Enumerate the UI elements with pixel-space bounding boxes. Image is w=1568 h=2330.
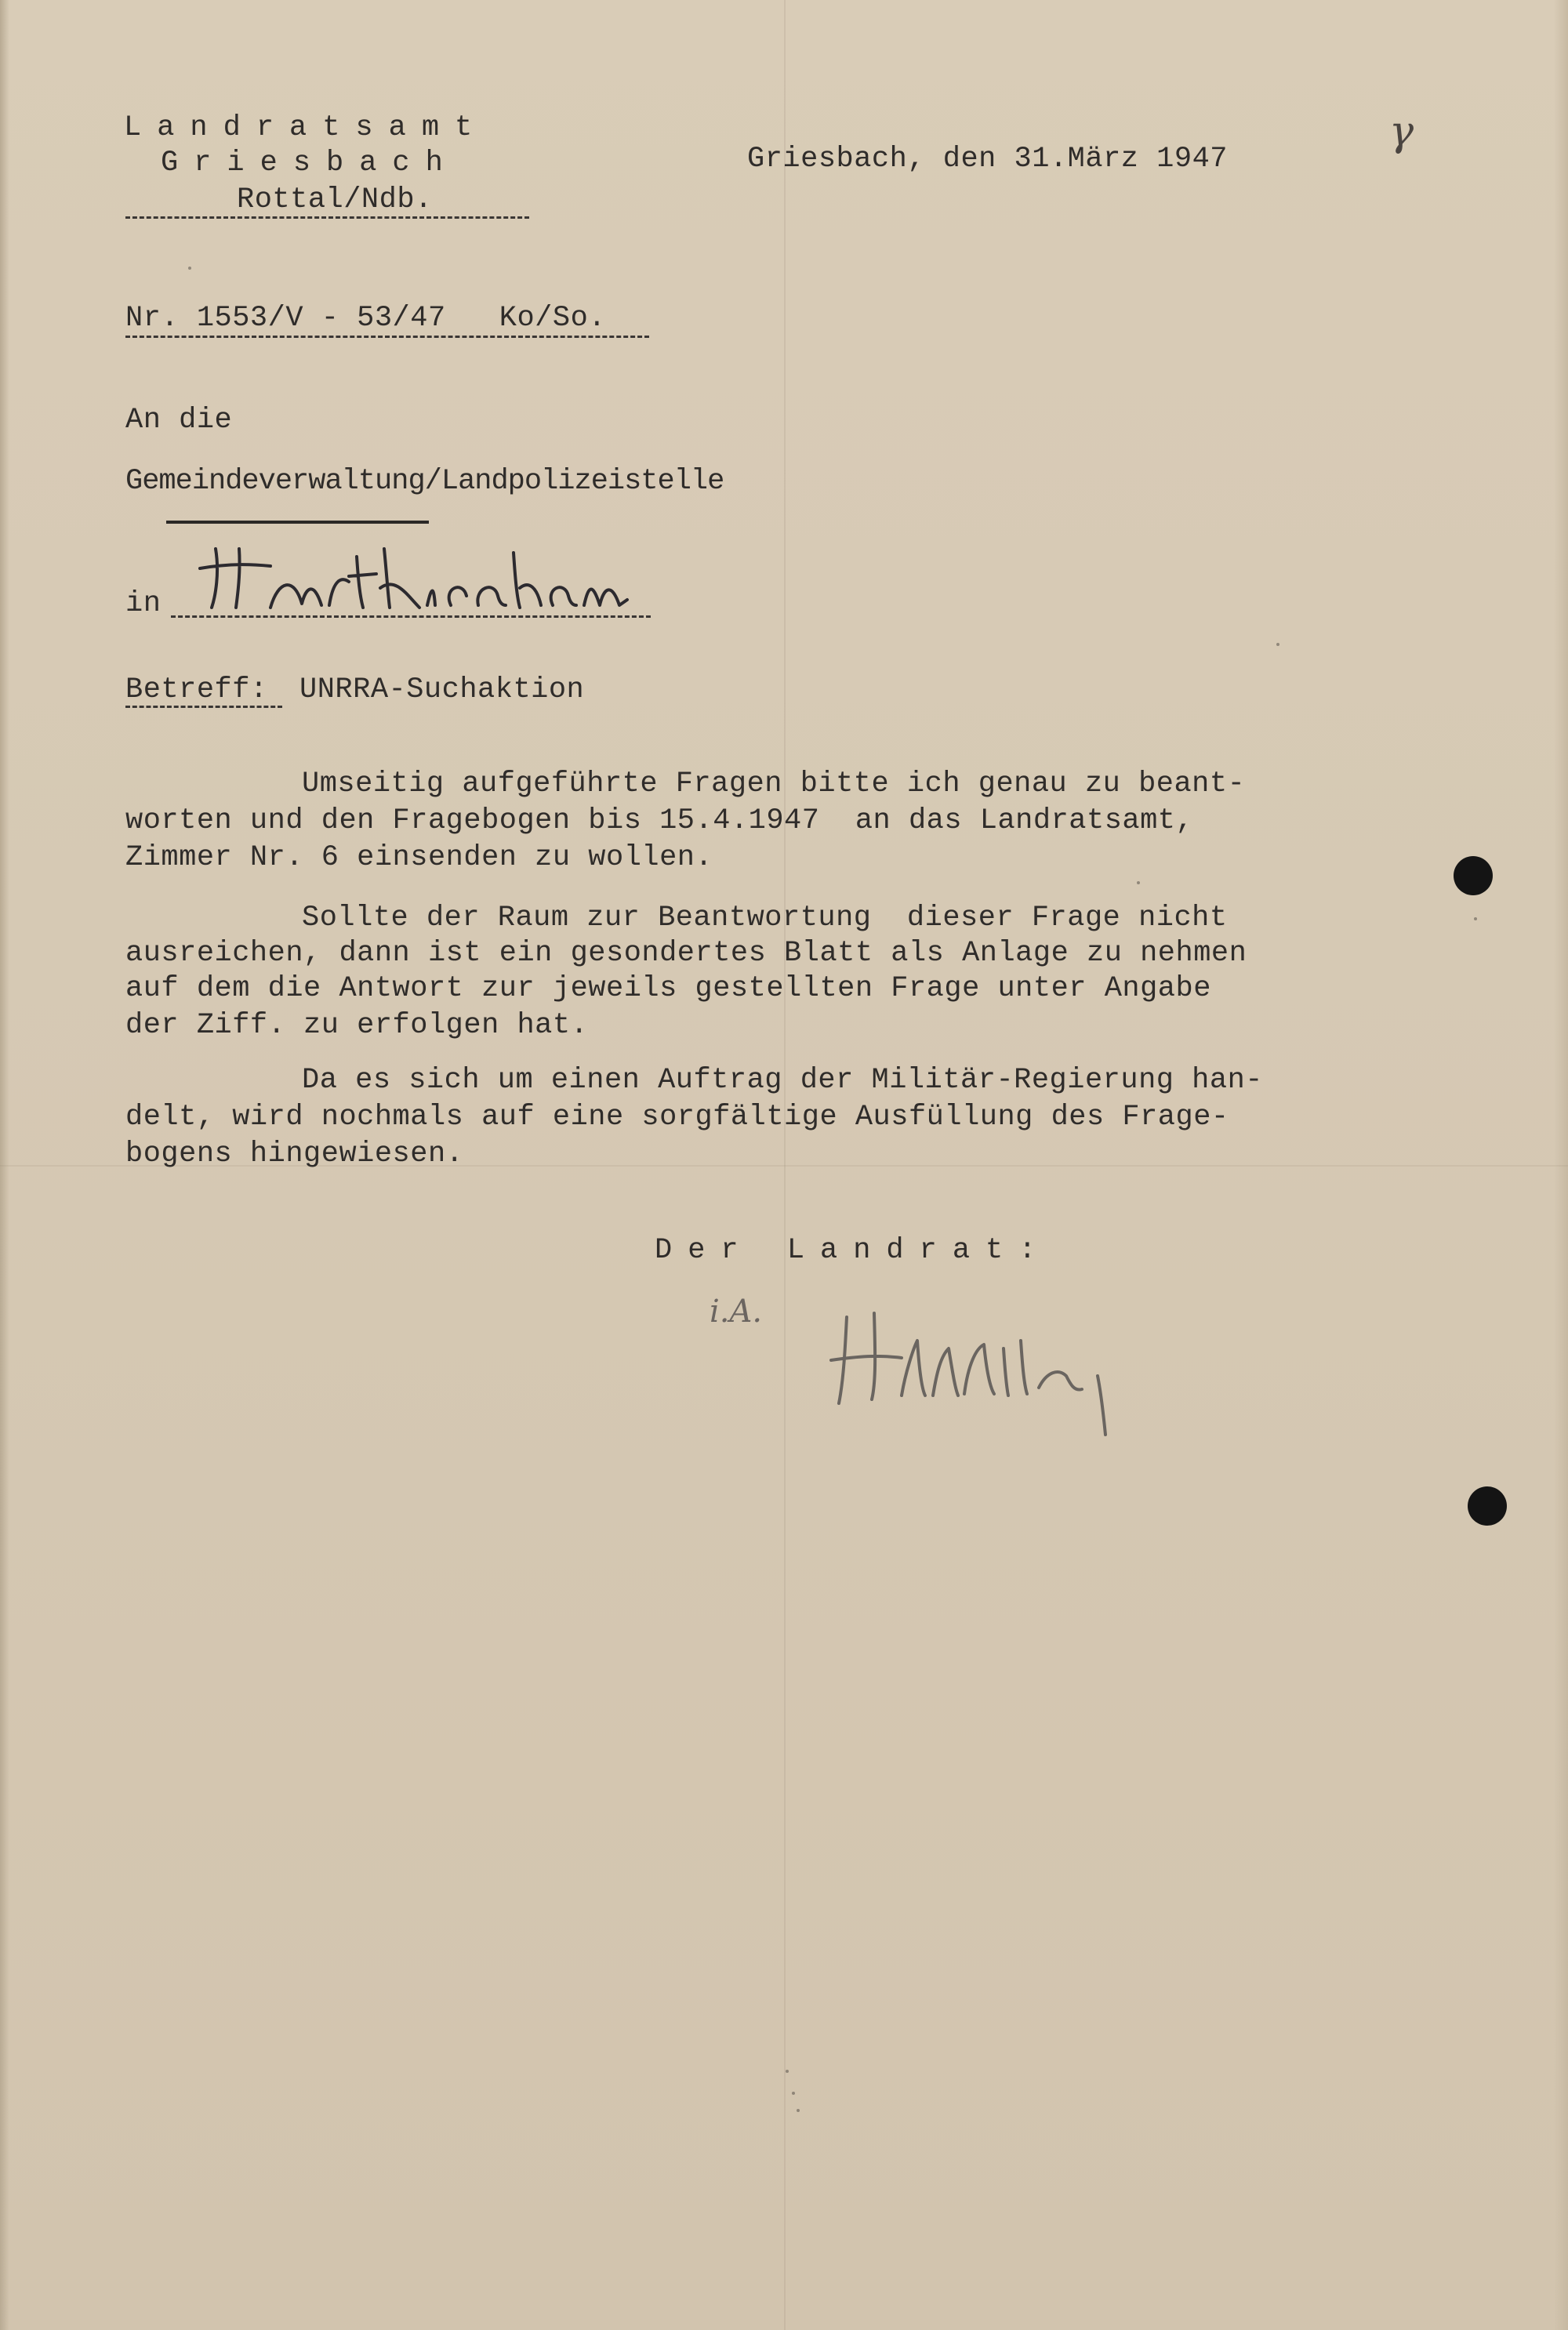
paper-speck [797,2109,800,2112]
letterhead-underline [125,216,529,219]
paragraph3-line3: bogens hingewiesen. [125,1138,464,1170]
subject-label: Betreff: [125,673,268,706]
punch-hole-upper [1454,856,1493,895]
paper-speck [1474,917,1477,920]
corner-pencil-mark: γ [1389,108,1414,155]
reference-number: Nr. 1553/V - 53/47 Ko/So. [125,302,606,335]
paragraph2-line1: Sollte der Raum zur Beantwortung dieser Frage nicht [302,902,1228,935]
handwritten-place-name [184,523,655,619]
office-name-line2: Griesbach [161,147,459,180]
reference-underline [125,336,649,338]
subject-label-underline [125,706,282,708]
authority-strike-line [166,521,429,524]
paragraph1-line2: worten und den Fragebogen bis 15.4.1947 an das Landratsamt, [125,804,1194,837]
signature-title: Der Landrat: [655,1234,1052,1267]
paper-speck [792,2092,795,2095]
paper-speck [786,2070,789,2073]
recipient-in-label: in [125,587,162,620]
paragraph2-line4: der Ziff. zu erfolgen hat. [125,1009,589,1042]
paragraph3-line2: delt, wird nochmals auf eine sorgfältige Ausfüllung des Frage- [125,1101,1229,1134]
recipient-authority: Gemeindeverwaltung/Landpolizeistelle [125,465,724,498]
handwritten-place-text: Hartkirchen [184,523,267,537]
paragraph1-line3: Zimmer Nr. 6 einsenden zu wollen. [125,841,713,874]
paragraph2-line3: auf dem die Antwort zur jeweils gestellten Frage unter Angabe [125,972,1211,1005]
paragraph1-line1: Umseitig aufgeführte Fragen bitte ich genau zu beant- [302,768,1246,800]
paragraph2-line2: ausreichen, dann ist ein gesondertes Blatt als Anlage zu nehmen [125,937,1247,970]
punch-hole-lower [1468,1486,1507,1526]
paragraph3-line1: Da es sich um einen Auftrag der Militär-Regierung han- [302,1064,1263,1097]
subject-text: UNRRA-Suchaktion [299,673,585,706]
office-name-line3: Rottal/Ndb. [237,183,433,216]
paper-speck [188,267,191,270]
paper-speck [1276,643,1279,646]
handwritten-signature [815,1301,1145,1443]
office-name-line1: Landratsamt [124,111,488,144]
place-and-date: Griesbach, den 31.März 1947 [747,143,1228,176]
signature-prefix: i.A. [710,1294,763,1330]
paper-speck [1137,881,1140,884]
recipient-salutation: An die [125,404,233,437]
